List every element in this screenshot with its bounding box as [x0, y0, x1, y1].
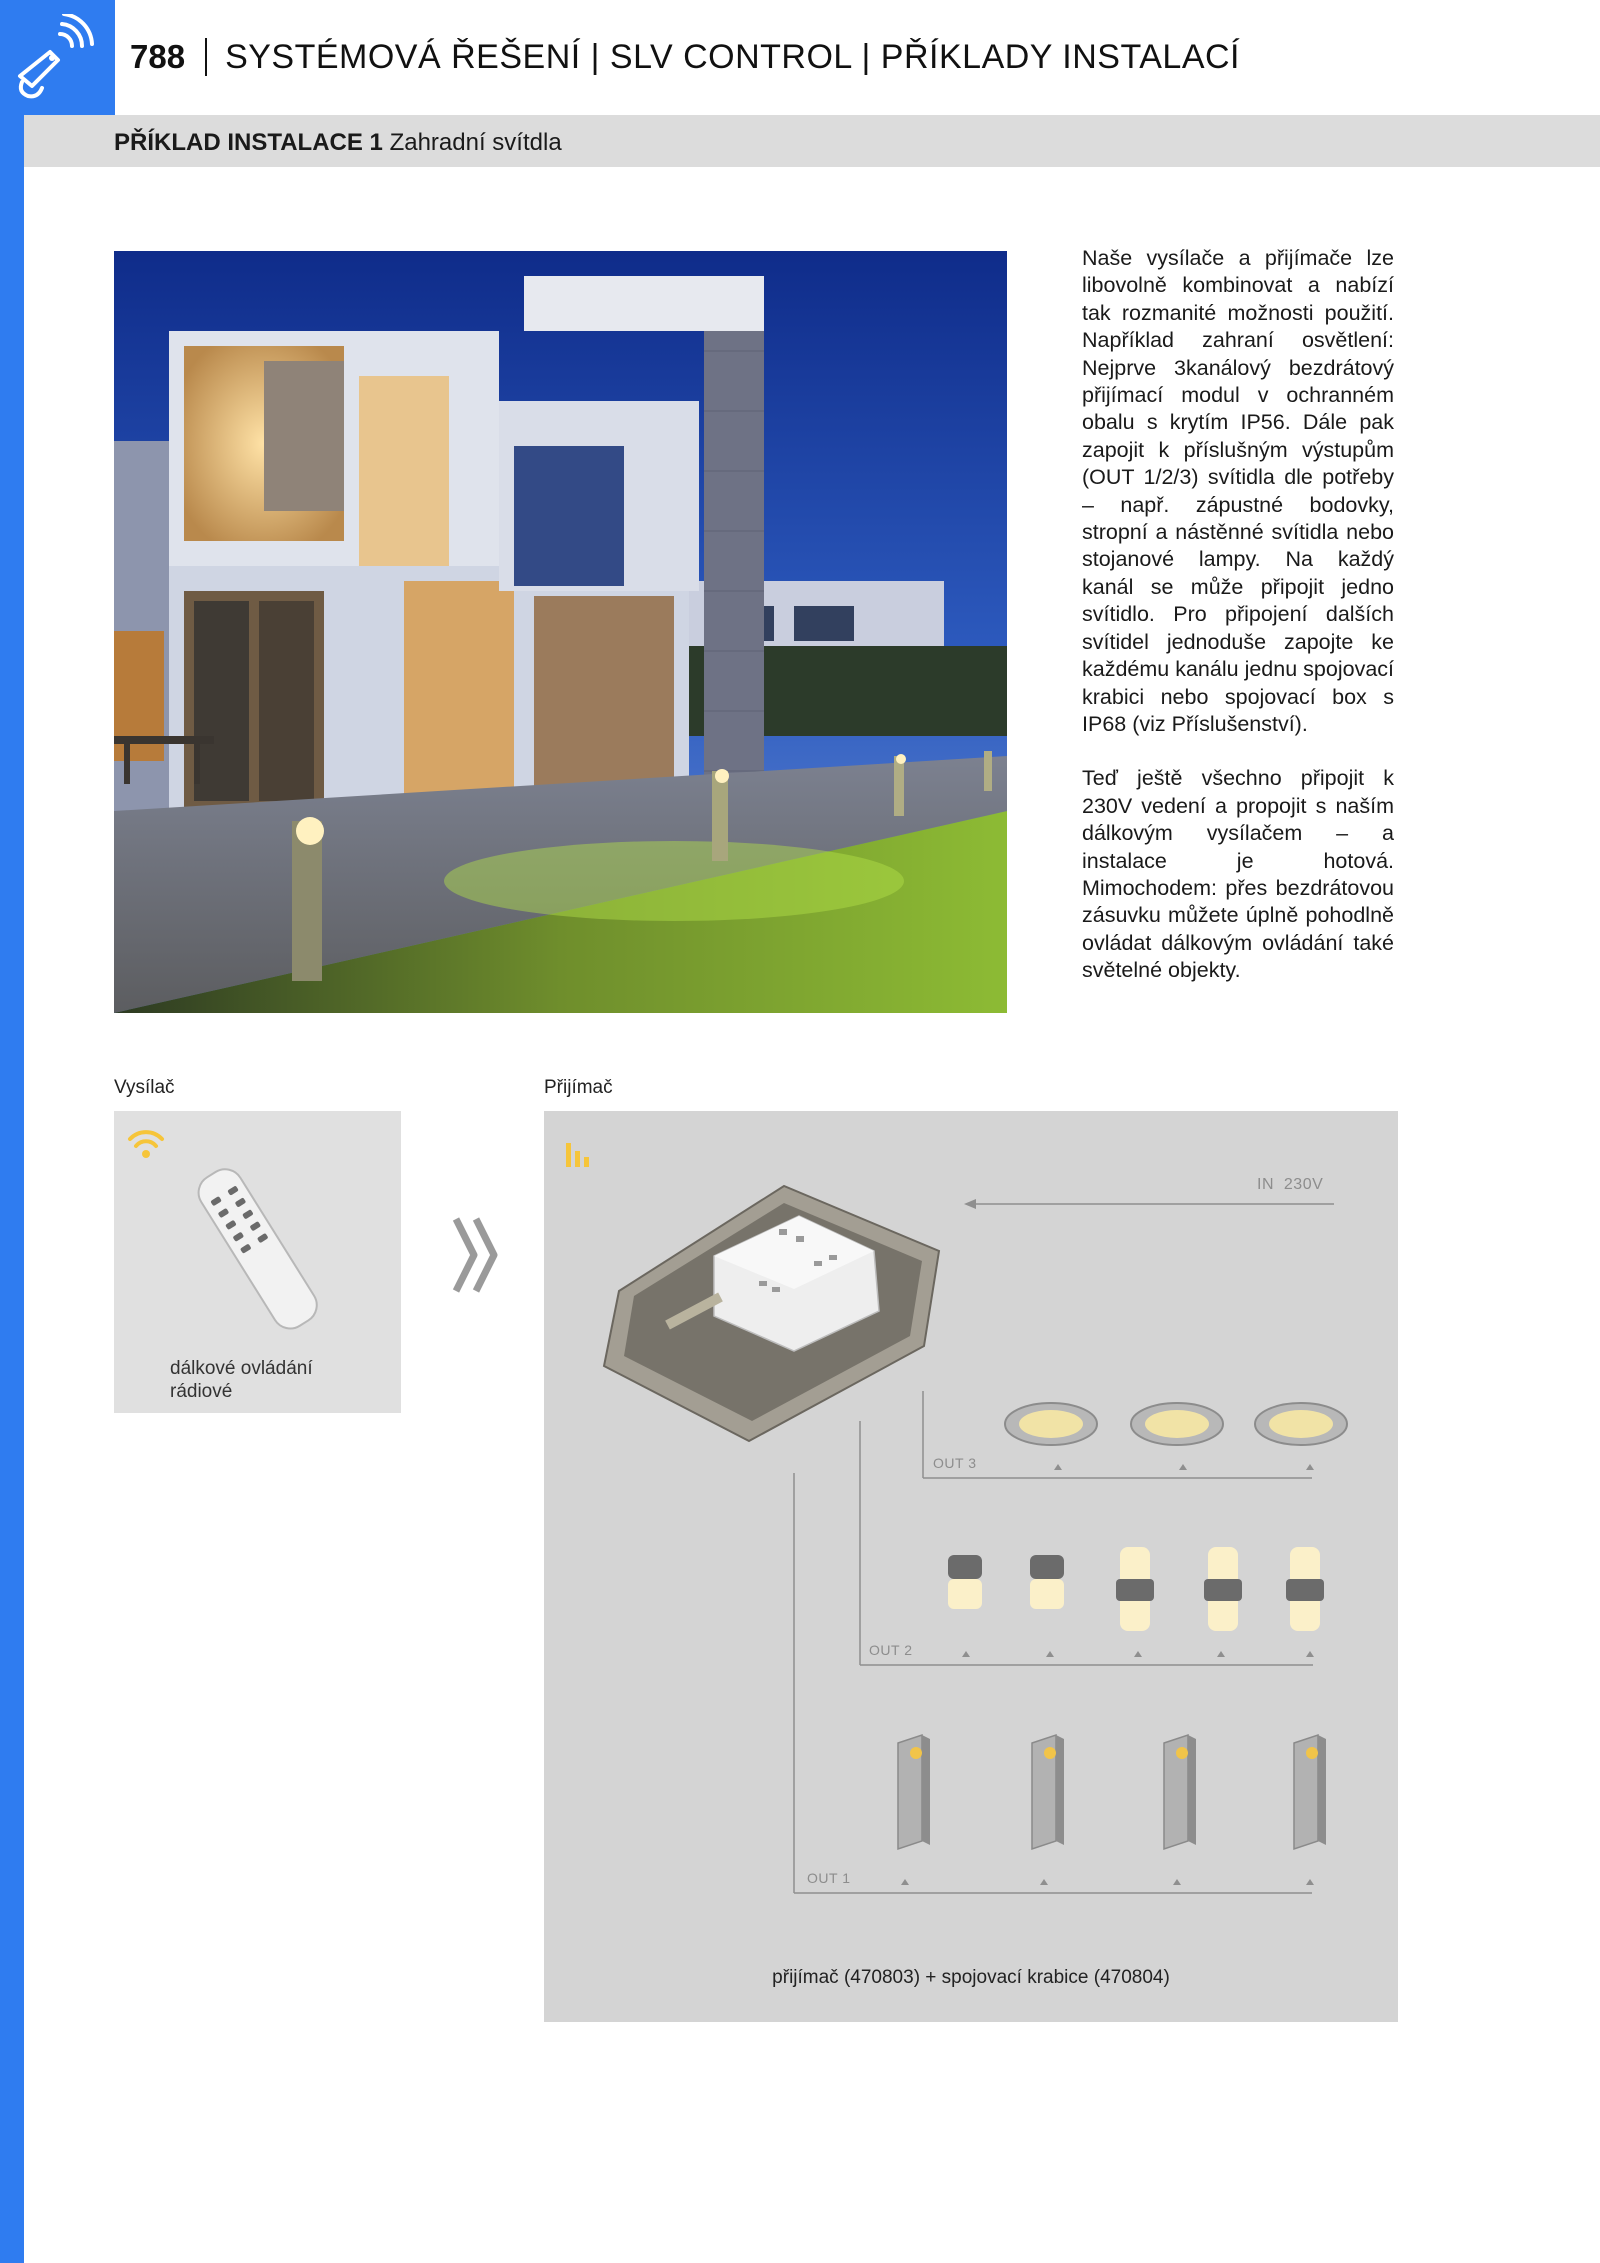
body-paragraph-1: Naše vysílače a přijímače lze libovolně kombinovat a nabízí tak rozmanité možnosti použití. Například zahraní osvětlení: Nejprve 3kanálový bezdrátový přijímací modul v ochranném obalu s krytím IP56. Dále pak zapojit k příslušným výstupům (OUT 1/2/3) svítidla dle potřeby – např. zápustné bodovky, stropní a nástěnné svítidla nebo stojanové lampy. Na každý kanál se může připojit jedno svítidlo. Pro připojení dalších svítidel jednoduše zapojte ke každému kanálu jednu spojovací krabici nebo spojovací box s IP68 (viz Příslušenství). [1082, 246, 1394, 736]
remote-control-image [184, 1161, 334, 1341]
page-title: SYSTÉMOVÁ ŘEŠENÍ | SLV CONTROL | PŘÍKLADY INSTALACÍ [225, 37, 1240, 76]
transmitter-label: Vysílač [114, 1077, 175, 1098]
in-voltage: 230V [1283, 1176, 1324, 1193]
page-number: 788 [130, 38, 186, 75]
recessed-spotlights [1005, 1403, 1347, 1445]
body-paragraph-2: Teď ještě všechno připojit k 230V vedení a propojit s naším dálkovým vysílačem – a instalace je hotová. Mimochodem: přes bezdrátovou zásuvku můžete úplně pohodlně ovládat dálkovým ovládání také světelné objekty. [1082, 766, 1394, 983]
page-header [130, 30, 1240, 84]
receiver-panel [544, 1111, 1398, 2022]
section-bar [24, 115, 1600, 167]
out2-label: OUT 2 [869, 1642, 913, 1658]
out3-label: OUT 3 [933, 1455, 977, 1471]
wifi-icon [126, 1125, 166, 1161]
out1-label: OUT 1 [807, 1870, 851, 1886]
in-label: IN [1257, 1176, 1274, 1193]
receiver-caption: přijímač (470803) + spojovací krabice (470804) [772, 1967, 1170, 1988]
transmitter-panel [114, 1111, 401, 1413]
garden-lighting-photo [114, 251, 1007, 1013]
remote-signal-icon [12, 14, 102, 104]
left-accent-strip [0, 0, 24, 2263]
section-subtitle: Zahradní svítdla [389, 129, 562, 156]
receiver-housing-image [604, 1186, 939, 1441]
bollard-lights [898, 1735, 1326, 1849]
transmitter-caption: dálkové ovládání rádiové [170, 1358, 313, 1402]
header-icon-block [0, 0, 115, 115]
wall-lights [948, 1547, 1324, 1631]
body-text [1082, 245, 1394, 1012]
wiring-diagram [544, 1111, 1398, 2022]
receiver-label: Přijímač [544, 1077, 613, 1098]
chevron-right-icon [452, 1215, 502, 1300]
section-label: PŘÍKLAD INSTALACE 1 [114, 129, 383, 156]
header-separator [205, 38, 207, 76]
in-230v-label [1257, 1176, 1323, 1194]
